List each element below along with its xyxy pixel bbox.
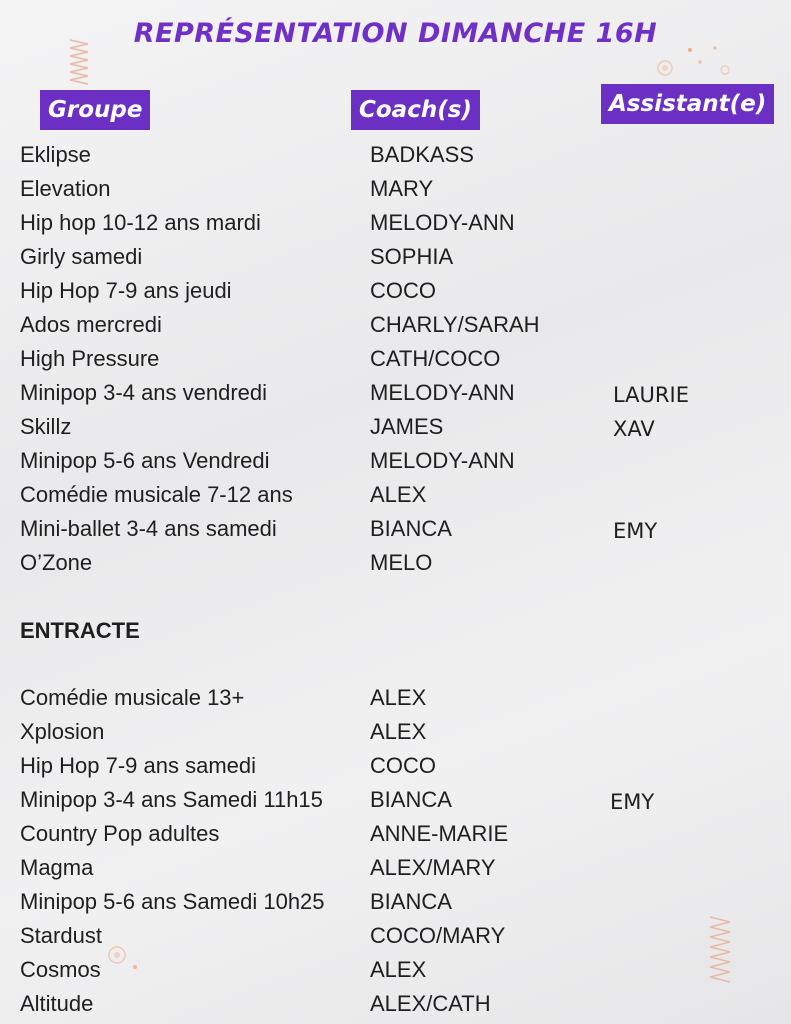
assistant-name: LAURIE [613, 383, 689, 407]
coach-name: BIANCA [370, 516, 452, 541]
group-name: Altitude [20, 991, 94, 1016]
coach-name: MELODY-ANN [370, 210, 515, 235]
coach-name: ALEX [370, 685, 427, 710]
group-name: Country Pop adultes [20, 821, 220, 846]
coach-name: JAMES [370, 414, 444, 439]
group-name: Minipop 5-6 ans Samedi 10h25 [20, 889, 325, 914]
coach-name: ALEX [370, 719, 427, 744]
group-name: Skillz [20, 414, 72, 439]
coach-name: ALEX [370, 482, 427, 507]
flower-decoration-bottom [95, 935, 145, 975]
coach-name: MELODY-ANN [370, 448, 515, 473]
assistant-name: EMY [610, 790, 655, 814]
group-name: Comédie musicale 7-12 ans [20, 482, 293, 507]
zigzag-decoration-bottom [708, 915, 732, 985]
group-name: Elevation [20, 176, 111, 201]
group-name: Hip Hop 7-9 ans jeudi [20, 278, 232, 303]
coach-name: ALEX/MARY [370, 855, 496, 880]
coach-name: ANNE-MARIE [370, 821, 509, 846]
header-assistant: Assistant(e) [601, 84, 774, 124]
coach-name: ALEX [370, 957, 427, 982]
coach-name: SOPHIA [370, 244, 454, 269]
intermission-label: ENTRACTE [20, 618, 140, 643]
coach-name: CHARLY/SARAH [370, 312, 540, 337]
coach-name: CATH/COCO [370, 346, 501, 371]
group-name: Minipop 5-6 ans Vendredi [20, 448, 270, 473]
group-name: Hip hop 10-12 ans mardi [20, 210, 261, 235]
coach-name: MELODY-ANN [370, 380, 515, 405]
coach-name: ALEX/CATH [370, 991, 491, 1016]
coach-name: COCO [370, 278, 436, 303]
coach-name: BIANCA [370, 787, 452, 812]
header-group: Groupe [40, 90, 150, 130]
assistant-name: XAV [613, 417, 655, 441]
group-name: Eklipse [20, 142, 91, 167]
group-name: Magma [20, 855, 94, 880]
coach-name: BADKASS [370, 142, 474, 167]
group-name: Minipop 3-4 ans vendredi [20, 380, 268, 405]
assistant-name: EMY [613, 519, 658, 543]
coach-name: COCO [370, 753, 436, 778]
coach-name: BIANCA [370, 889, 452, 914]
group-name: O’Zone [20, 550, 93, 575]
group-name: Xplosion [20, 719, 105, 744]
coach-name: MARY [370, 176, 434, 201]
coach-name: MELO [370, 550, 433, 575]
group-name: Cosmos [20, 957, 101, 982]
group-name: High Pressure [20, 346, 160, 371]
group-name: Comédie musicale 13+ [20, 685, 245, 710]
group-name: Mini-ballet 3-4 ans samedi [20, 516, 277, 541]
coach-name: COCO/MARY [370, 923, 506, 948]
group-name: Stardust [20, 923, 102, 948]
page-title: REPRÉSENTATION DIMANCHE 16H [133, 18, 658, 49]
group-name: Hip Hop 7-9 ans samedi [20, 753, 257, 778]
group-name: Ados mercredi [20, 312, 162, 337]
header-coach: Coach(s) [351, 90, 480, 130]
group-name: Minipop 3-4 ans Samedi 11h15 [20, 787, 323, 812]
group-name: Girly samedi [20, 244, 143, 269]
